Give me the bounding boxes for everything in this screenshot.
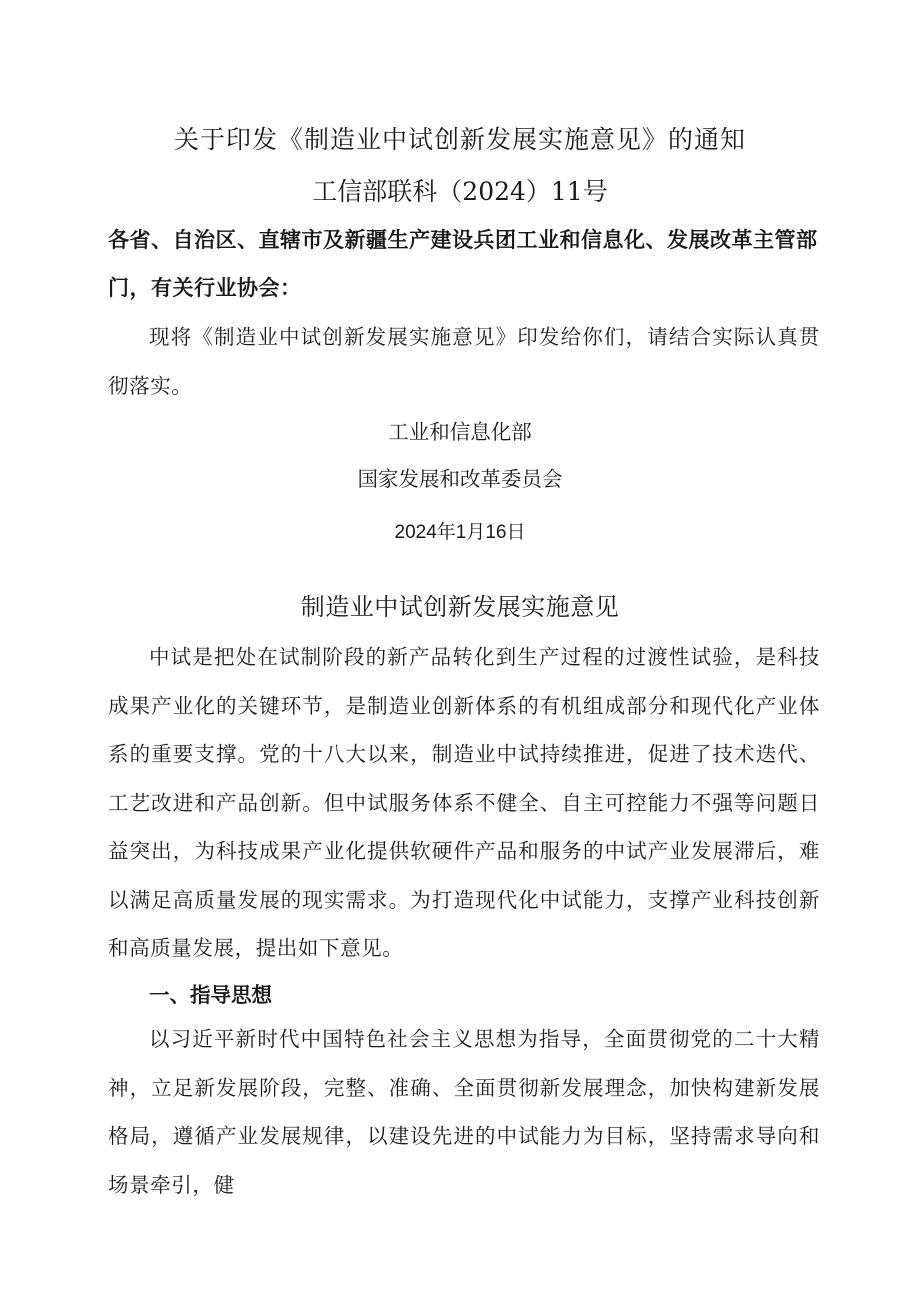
notice-title: 关于印发《制造业中试创新发展实施意见》的通知: [173, 125, 746, 154]
notice-body: 现将《制造业中试创新发展实施意见》印发给你们，请结合实际认真贯彻落实。: [108, 325, 820, 398]
intro-paragraph: 中试是把处在试制阶段的新产品转化到生产过程的过渡性试验，是科技成果产业化的关键环节，是制造业创新体系的有机组成部分和现代化产业体系的重要支撑。党的十八大以来，制造业中试持续推进，促进了技术迭代、工艺改进和产品创新。但中试服务体系不健全、自主可控能力不强等问题日益突出，为科技成果产业化提供软硬件产品和服务的中试产业发展滞后，难以满足高质量发展的现实需求。为打造现代化中试能力，支撑产业科技创新和高质量发展，提出如下意见。: [108, 645, 820, 960]
signature-org-ndrc: 国家发展和改革委员会: [357, 467, 563, 491]
document-number: 工信部联科（2024）11号: [312, 177, 608, 206]
section1-paragraph: 以习近平新时代中国特色社会主义思想为指导，全面贯彻党的二十大精神，立足新发展阶段，完整、准确、全面贯彻新发展理念，加快构建新发展格局，遵循产业发展规律，以建设先进的中试能力为目标，坚持需求导向和场景牵引，健: [108, 1027, 820, 1197]
signature-date: 2024年1月16日: [394, 522, 526, 543]
section-heading-guiding-ideology: 一、指导思想: [149, 983, 272, 1007]
document-title: 制造业中试创新发展实施意见: [300, 593, 620, 621]
signature-org-miit: 工业和信息化部: [388, 420, 532, 444]
addressee: 各省、自治区、直辖市及新疆生产建设兵团工业和信息化、发展改革主管部门，有关行业协会：: [108, 228, 818, 300]
